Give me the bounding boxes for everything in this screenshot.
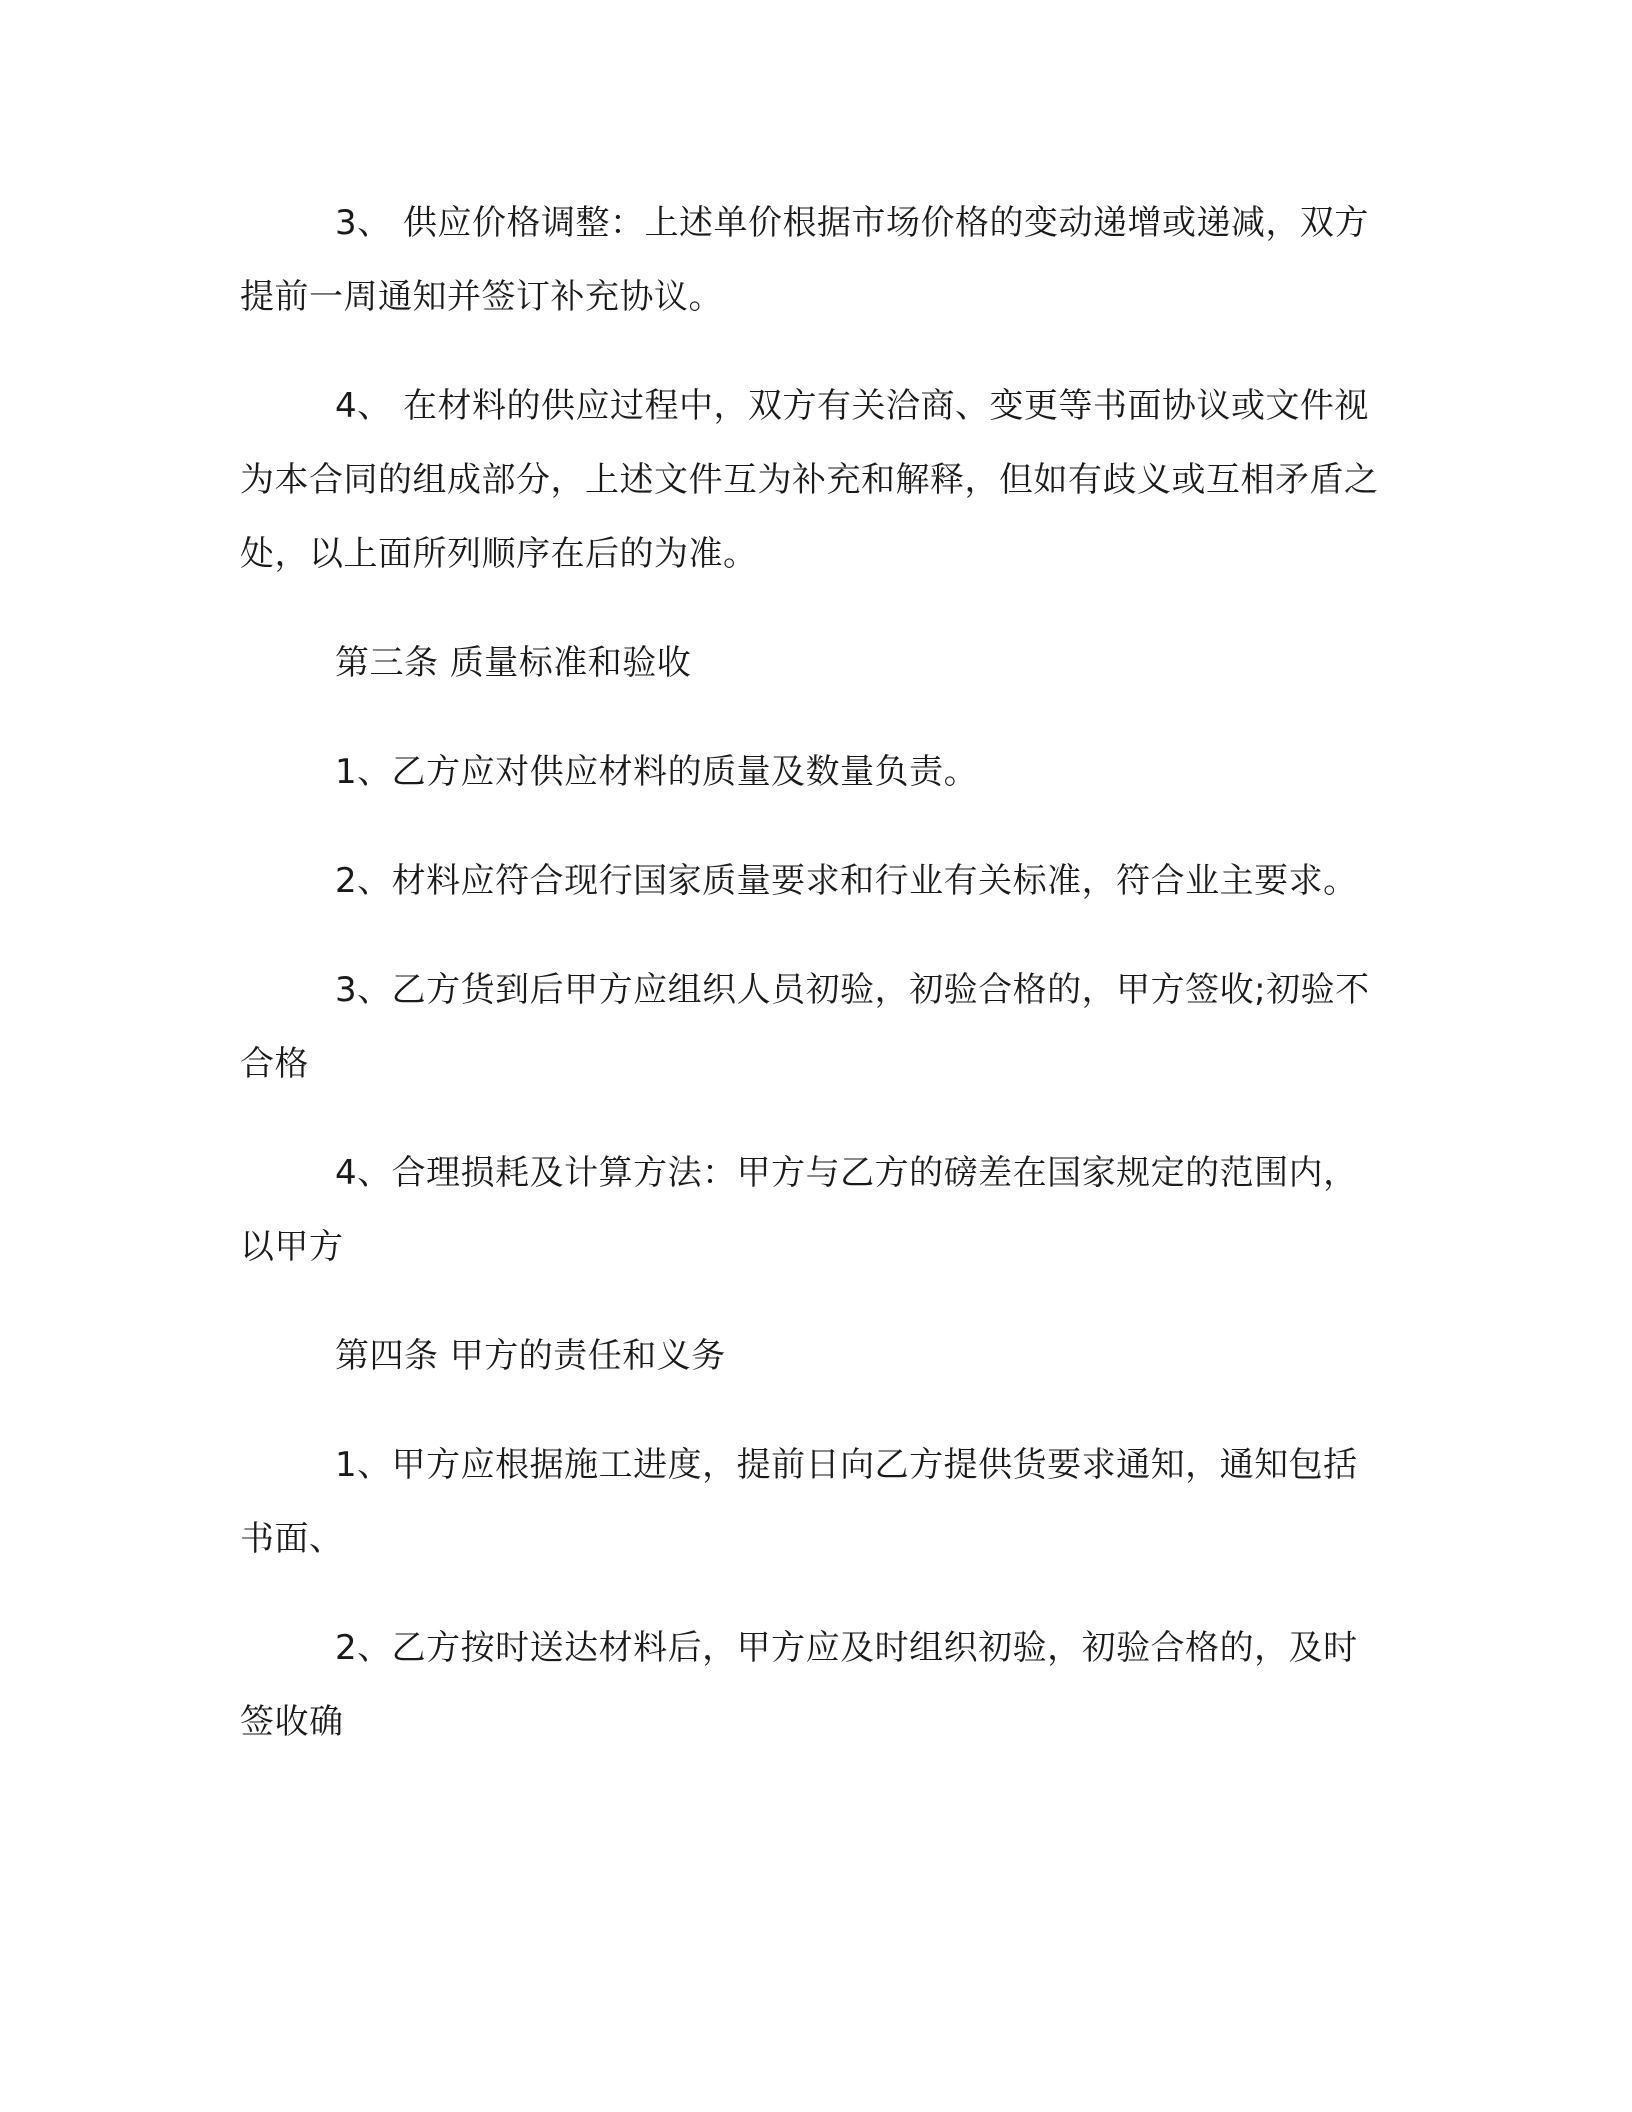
paragraph-acceptance-signoff: 2、乙方按时送达材料后，甲方应及时组织初验，初验合格的，及时签收确 [240, 1628, 1358, 1742]
paragraph-supply-documents: 4、 在材料的供应过程中，双方有关洽商、变更等书面协议或文件视为本合同的组成部分，上述文件互为补充和解释，但如有歧义或互相矛盾之处，以上面所列顺序在后的为准。 [240, 386, 1379, 574]
paragraph-delivery-notice: 1、甲方应根据施工进度，提前日向乙方提供货要求通知，通知包括书面、 [240, 1445, 1358, 1559]
paragraph-price-adjustment: 3、 供应价格调整：上述单价根据市场价格的变动递增或递减，双方提前一周通知并签订补充协议。 [240, 203, 1369, 317]
paragraph-quality-responsibility: 1、乙方应对供应材料的质量及数量负责。 [335, 752, 979, 792]
document-body [240, 186, 1380, 1759]
paragraph-initial-inspection: 3、乙方货到后甲方应组织人员初验，初验合格的，甲方签收;初验不合格 [240, 970, 1370, 1084]
section-heading-article-3: 第三条 质量标准和验收 [335, 643, 692, 683]
paragraph-loss-calculation: 4、合理损耗及计算方法：甲方与乙方的磅差在国家规定的范围内，以甲方 [240, 1153, 1358, 1267]
paragraph-quality-standards: 2、材料应符合现行国家质量要求和行业有关标准，符合业主要求。 [335, 861, 1358, 901]
section-heading-article-4: 第四条 甲方的责任和义务 [335, 1336, 726, 1376]
